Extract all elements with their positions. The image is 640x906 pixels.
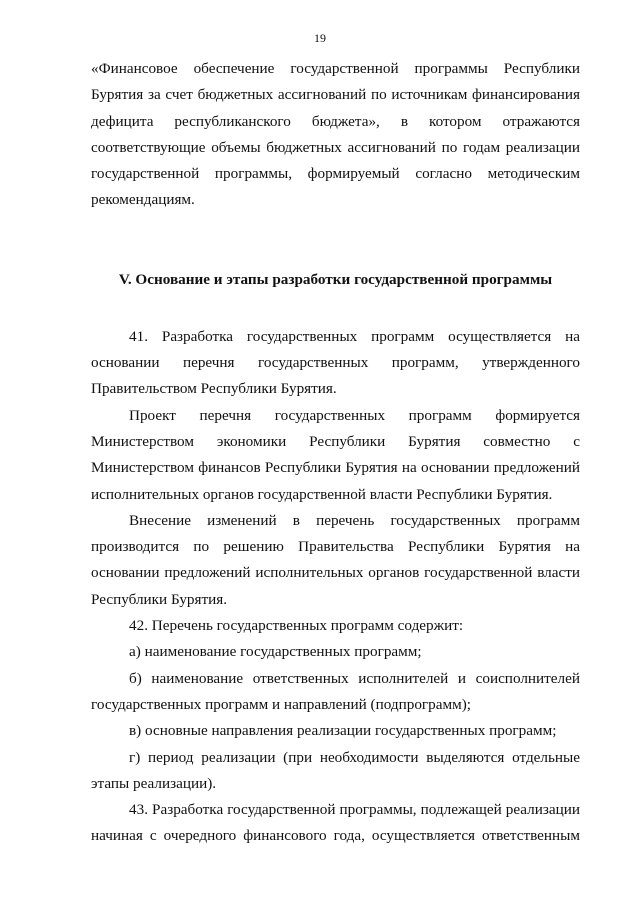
paragraph-42-g: г) период реализации (при необходимости выделяются отдельные этапы реализации).	[91, 748, 580, 792]
paragraph-42-v: в) основные направления реализации государственных программ;	[129, 722, 557, 740]
paragraph-42: 42. Перечень государственных программ содержит:	[129, 617, 464, 635]
paragraph-42-b: б) наименование ответственных исполнителей и соисполнителей государственных программ и направлений (подпрограмм);	[91, 669, 580, 713]
paragraph-42-a: а) наименование государственных программ;	[129, 643, 422, 661]
page-number: 19	[314, 31, 326, 45]
section-heading: V. Основание и этапы разработки государственной программы	[118, 270, 553, 288]
paragraph-intro: «Финансовое обеспечение государственной программы Республики Бурятия за счет бюджетных ассигнований по источникам финансирования дефицита республиканского бюджета», в котором отражаются соответствующие объемы бюджетных ассигнований по годам реализации государственной программы, формируемый согласно методическим рекомендациям.	[91, 60, 580, 209]
paragraph-changes: Внесение изменений в перечень государственных программ производится по решению Правительства Республики Бурятия на основании предложений исполнительных органов государственной власти Республики Бурятия.	[91, 511, 580, 608]
paragraph-43: 43. Разработка государственной программы, подлежащей реализации начиная с очередного финансового года, осуществляется ответственным	[91, 801, 580, 845]
paragraph-project: Проект перечня государственных программ формируется Министерством экономики Республики Бурятия совместно с Министерством финансов Республики Бурятия на основании предложений исполнительных органов государственной власти Республики Бурятия.	[91, 406, 580, 503]
paragraph-41: 41. Разработка государственных программ осуществляется на основании перечня государственных программ, утвержденного Правительством Республики Бурятия.	[91, 327, 580, 398]
page-content	[91, 56, 580, 850]
